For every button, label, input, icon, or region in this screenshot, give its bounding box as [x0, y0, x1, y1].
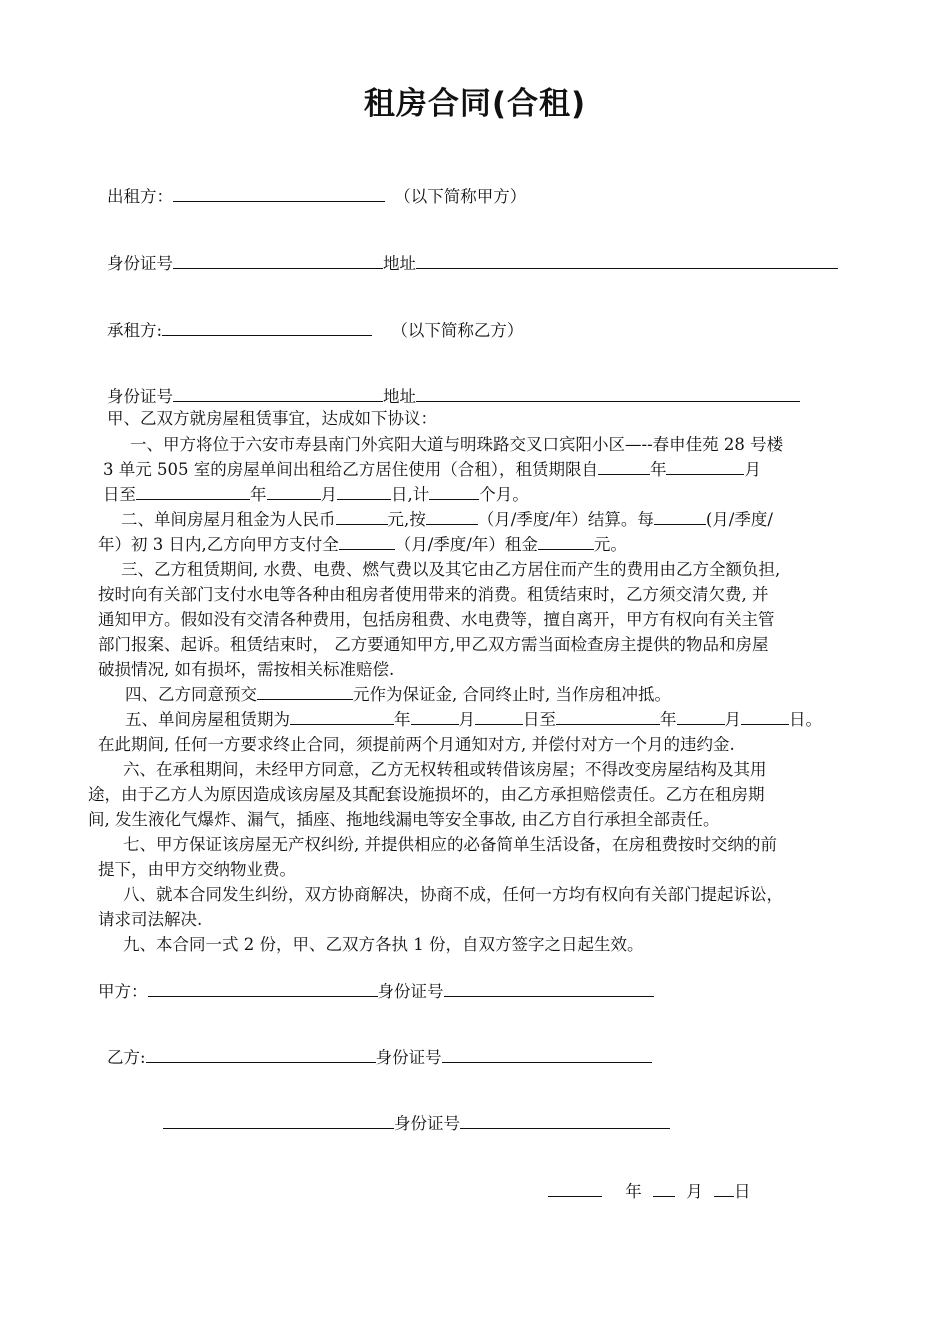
party-b-label: 乙方: [107, 1048, 146, 1067]
clause-1-text: 3 单元 505 室的房屋单间出租给乙方居住使用（合租），租赁期限自 [103, 460, 598, 479]
clause-5-line-2: 在此期间, 任何一方要求终止合同，须提前两个月通知对方, 并偿付对方一个月的违约金. [98, 735, 735, 754]
lessor-row [107, 184, 526, 208]
party-b-id-blank[interactable] [442, 1045, 652, 1063]
settlement-period-blank[interactable] [426, 507, 478, 525]
clause-1-line-1: 一、甲方将位于六安市寿县南门外宾阳大道与明珠路交叉口宾阳小区—--春申佳苑 28 号楼 [130, 435, 784, 454]
month-label: 月 [320, 485, 337, 504]
day-total-label: 日,计 [391, 485, 430, 504]
day-to-label: 日至 [523, 710, 556, 729]
lease-end-day-blank[interactable] [337, 482, 391, 500]
clause-2-text: (月/季度/ [705, 510, 773, 529]
date-month-blank[interactable] [653, 1179, 675, 1197]
lessee-address-label: 地址 [383, 387, 416, 406]
lease-start-month-blank[interactable] [666, 457, 744, 475]
clause-2-text: 元,按 [387, 510, 426, 529]
party-b-id-label: 身份证号 [375, 1048, 442, 1067]
period-end-month-blank[interactable] [677, 707, 725, 725]
third-signature-blank[interactable] [163, 1111, 394, 1129]
clause-8-line-1: 八、就本合同发生纠纷，双方协商解决，协商不成，任何一方均有权向有关部门提起诉讼， [123, 885, 783, 904]
period-start-day-blank[interactable] [475, 707, 523, 725]
party-b-signature-row [107, 1045, 652, 1069]
party-a-label: 甲方： [98, 982, 148, 1001]
clause-2-text: 年）初 3 日内,乙方向甲方支付全 [98, 535, 339, 554]
party-a-id-blank[interactable] [444, 979, 654, 997]
year-label: 年 [250, 485, 267, 504]
lessee-note: （以下简称乙方） [391, 321, 524, 340]
lessee-label: 承租方: [107, 321, 163, 340]
year-label: 年 [660, 710, 677, 729]
clause-3-line-5: 破损情况, 如有损坏，需按相关标准赔偿. [98, 660, 395, 679]
clause-1-line-3 [103, 482, 529, 508]
lessee-id-row [107, 384, 800, 408]
lessee-address-blank[interactable] [416, 384, 800, 402]
month-label: 月 [744, 460, 761, 479]
month-label: 月 [458, 710, 475, 729]
period-start-month-blank[interactable] [411, 707, 459, 725]
party-a-signature-blank[interactable] [148, 979, 378, 997]
clause-3-line-3: 通知甲方。假如没有交清各种费用，包括房租费、水电费等，擅自离开，甲方有权向有关主管 [98, 610, 775, 629]
period-end-year-blank[interactable] [556, 707, 660, 725]
clause-2-line-1 [121, 507, 773, 533]
year-label: 年 [394, 710, 411, 729]
period-start-year-blank[interactable] [290, 707, 394, 725]
clause-3-line-1: 三、乙方租赁期间, 水费、电费、燃气费以及其它由乙方居住而产生的费用由乙方全额负担, [121, 560, 781, 579]
lessor-label: 出租方： [107, 187, 173, 206]
day-label: 日。 [789, 710, 822, 729]
clause-9: 九、本合同一式 2 份，甲、乙双方各执 1 份，自双方签字之日起生效。 [123, 935, 644, 954]
party-b-signature-blank[interactable] [146, 1045, 376, 1063]
months-label: 个月。 [479, 485, 529, 504]
clause-5-text: 五、单间房屋租赁期为 [125, 710, 290, 729]
clause-2-line-2 [98, 532, 627, 558]
lessor-id-blank[interactable] [173, 251, 383, 269]
full-payment-period-blank[interactable] [339, 532, 395, 550]
lessor-note: （以下简称甲方） [394, 187, 527, 206]
clause-1-line-2 [103, 457, 761, 483]
lessee-id-blank[interactable] [173, 384, 383, 402]
lease-end-year-blank[interactable] [136, 482, 250, 500]
clause-5-line-1 [125, 707, 822, 733]
lease-start-year-blank[interactable] [598, 457, 650, 475]
lease-end-month-blank[interactable] [267, 482, 321, 500]
clause-2-text: （月/季度/年）租金 [394, 535, 538, 554]
clause-6-line-3: 间, 发生液化气爆炸、漏气，插座、拖地线漏电等安全事故, 由乙方自行承担全部责任。 [88, 810, 720, 829]
clause-4 [125, 682, 671, 708]
rent-amount-blank[interactable] [538, 532, 594, 550]
clause-6-line-1: 六、在承租期间，未经甲方同意，乙方无权转租或转借该房屋；不得改变房屋结构及其用 [123, 760, 767, 779]
intro-text: 甲、乙双方就房屋租赁事宜，达成如下协议： [107, 409, 437, 428]
lessor-address-blank[interactable] [416, 251, 838, 269]
clause-4-text: 元作为保证金, 合同终止时, 当作房租冲抵。 [353, 685, 671, 704]
lessor-address-label: 地址 [383, 254, 416, 273]
clause-2-text: 元。 [593, 535, 627, 554]
third-id-blank[interactable] [460, 1111, 670, 1129]
lessor-id-row [107, 251, 838, 275]
lessee-row [107, 318, 523, 342]
monthly-rent-blank[interactable] [336, 507, 388, 525]
clause-3-line-4: 部门报案、起诉。租赁结束时， 乙方要通知甲方,甲乙双方需当面检查房主提供的物品和房屋 [98, 635, 769, 654]
clause-4-text: 四、乙方同意预交 [125, 685, 257, 704]
year-label: 年 [649, 460, 667, 479]
lessee-id-label: 身份证号 [107, 387, 173, 406]
period-end-day-blank[interactable] [741, 707, 789, 725]
third-id-label: 身份证号 [394, 1114, 460, 1133]
lessor-id-label: 身份证号 [107, 254, 173, 273]
document-title: 租房合同(合租) [363, 86, 587, 122]
date-month-label: 月 [686, 1182, 703, 1201]
clause-8-line-2: 请求司法解决. [98, 910, 203, 929]
clause-2-text: 二、单间房屋月租金为人民币 [121, 510, 336, 529]
party-a-signature-row [98, 979, 654, 1003]
month-label: 月 [724, 710, 741, 729]
clause-6-line-2: 途，由于乙方人为原因造成该房屋及其配套设施损坏的，由乙方承担赔偿责任。乙方在租房期 [88, 785, 765, 804]
clause-7-line-1: 七、甲方保证该房屋无产权纠纷, 并提供相应的必备简单生活设备，在房租费按时交纳的前 [123, 835, 777, 854]
date-day-label: 日 [734, 1182, 751, 1201]
date-row [548, 1179, 751, 1203]
lessor-name-blank[interactable] [173, 184, 385, 202]
deposit-blank[interactable] [257, 682, 353, 700]
date-year-label: 年 [625, 1182, 642, 1201]
lessee-name-blank[interactable] [162, 318, 372, 336]
payment-period-blank[interactable] [654, 507, 706, 525]
clause-2-text: （月/季度/年）结算。每 [477, 510, 654, 529]
third-signature-row [163, 1111, 670, 1135]
clause-3-line-2: 按时向有关部门支付水电等各种由租房者使用带来的消费。租赁结束时，乙方须交清欠费, 并 [98, 585, 769, 604]
lease-months-blank[interactable] [429, 482, 479, 500]
party-a-id-label: 身份证号 [377, 982, 444, 1001]
date-day-blank[interactable] [714, 1179, 734, 1197]
day-to-label: 日至 [103, 485, 136, 504]
clause-7-line-2: 提下，由甲方交纳物业费。 [98, 860, 296, 879]
date-year-blank[interactable] [548, 1179, 602, 1197]
